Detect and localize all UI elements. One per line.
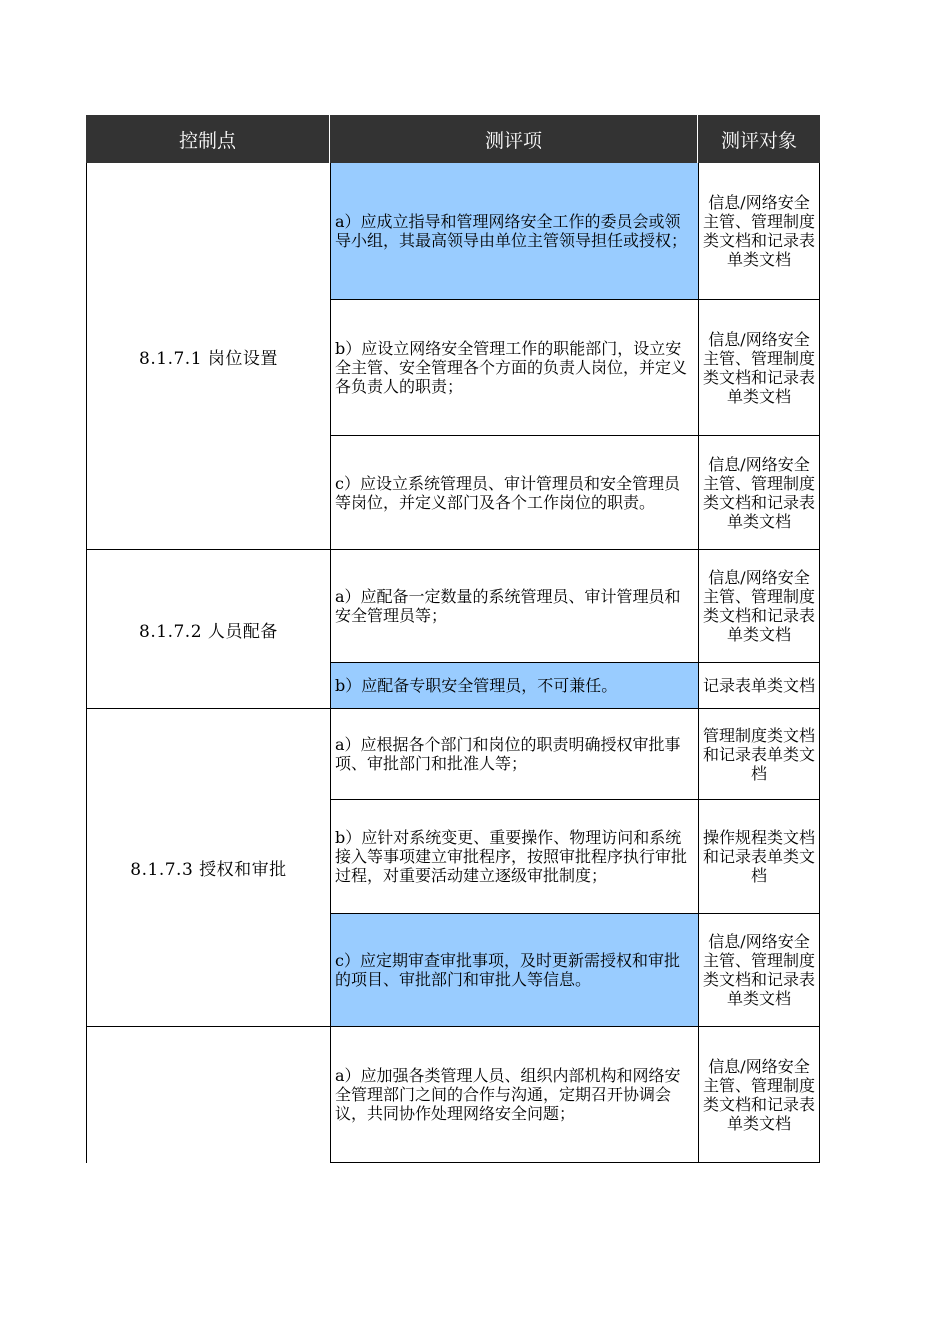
assessment-table [86,115,820,1163]
evaluation-item-cell: b）应设立网络安全管理工作的职能部门，设立安全主管、安全管理各个方面的负责人岗位，并定义各负责人的职责； [330,299,698,435]
evaluation-object-cell: 操作规程类文档和记录表单类文档 [698,799,820,913]
evaluation-object-cell: 记录表单类文档 [698,662,820,708]
header-control-point: 控制点 [86,115,330,163]
header-evaluation-object: 测评对象 [698,115,820,163]
control-point-cell: 8.1.7.3 授权和审批 [86,708,330,1026]
evaluation-object-cell: 信息/网络安全主管、管理制度类文档和记录表单类文档 [698,913,820,1026]
evaluation-object-cell: 信息/网络安全主管、管理制度类文档和记录表单类文档 [698,163,820,299]
evaluation-object-cell: 信息/网络安全主管、管理制度类文档和记录表单类文档 [698,435,820,549]
evaluation-object-cell: 信息/网络安全主管、管理制度类文档和记录表单类文档 [698,1026,820,1163]
control-point-cell [86,1026,330,1163]
control-point-cell: 8.1.7.1 岗位设置 [86,163,330,549]
evaluation-object-cell: 管理制度类文档和记录表单类文档 [698,708,820,799]
evaluation-item-cell: a）应根据各个部门和岗位的职责明确授权审批事项、审批部门和批准人等； [330,708,698,799]
header-evaluation-item: 测评项 [330,115,698,163]
evaluation-item-cell: c）应定期审查审批事项，及时更新需授权和审批的项目、审批部门和审批人等信息。 [330,913,698,1026]
evaluation-object-cell: 信息/网络安全主管、管理制度类文档和记录表单类文档 [698,549,820,662]
evaluation-item-cell: a）应加强各类管理人员、组织内部机构和网络安全管理部门之间的合作与沟通，定期召开协调会议，共同协作处理网络安全问题； [330,1026,698,1163]
control-point-cell: 8.1.7.2 人员配备 [86,549,330,708]
evaluation-object-cell: 信息/网络安全主管、管理制度类文档和记录表单类文档 [698,299,820,435]
evaluation-item-cell: b）应配备专职安全管理员，不可兼任。 [330,662,698,708]
evaluation-item-cell: a）应配备一定数量的系统管理员、审计管理员和安全管理员等； [330,549,698,662]
evaluation-item-cell: b）应针对系统变更、重要操作、物理访问和系统接入等事项建立审批程序，按照审批程序执行审批过程，对重要活动建立逐级审批制度； [330,799,698,913]
evaluation-item-cell: c）应设立系统管理员、审计管理员和安全管理员等岗位，并定义部门及各个工作岗位的职责。 [330,435,698,549]
evaluation-item-cell: a）应成立指导和管理网络安全工作的委员会或领导小组，其最高领导由单位主管领导担任或授权； [330,163,698,299]
